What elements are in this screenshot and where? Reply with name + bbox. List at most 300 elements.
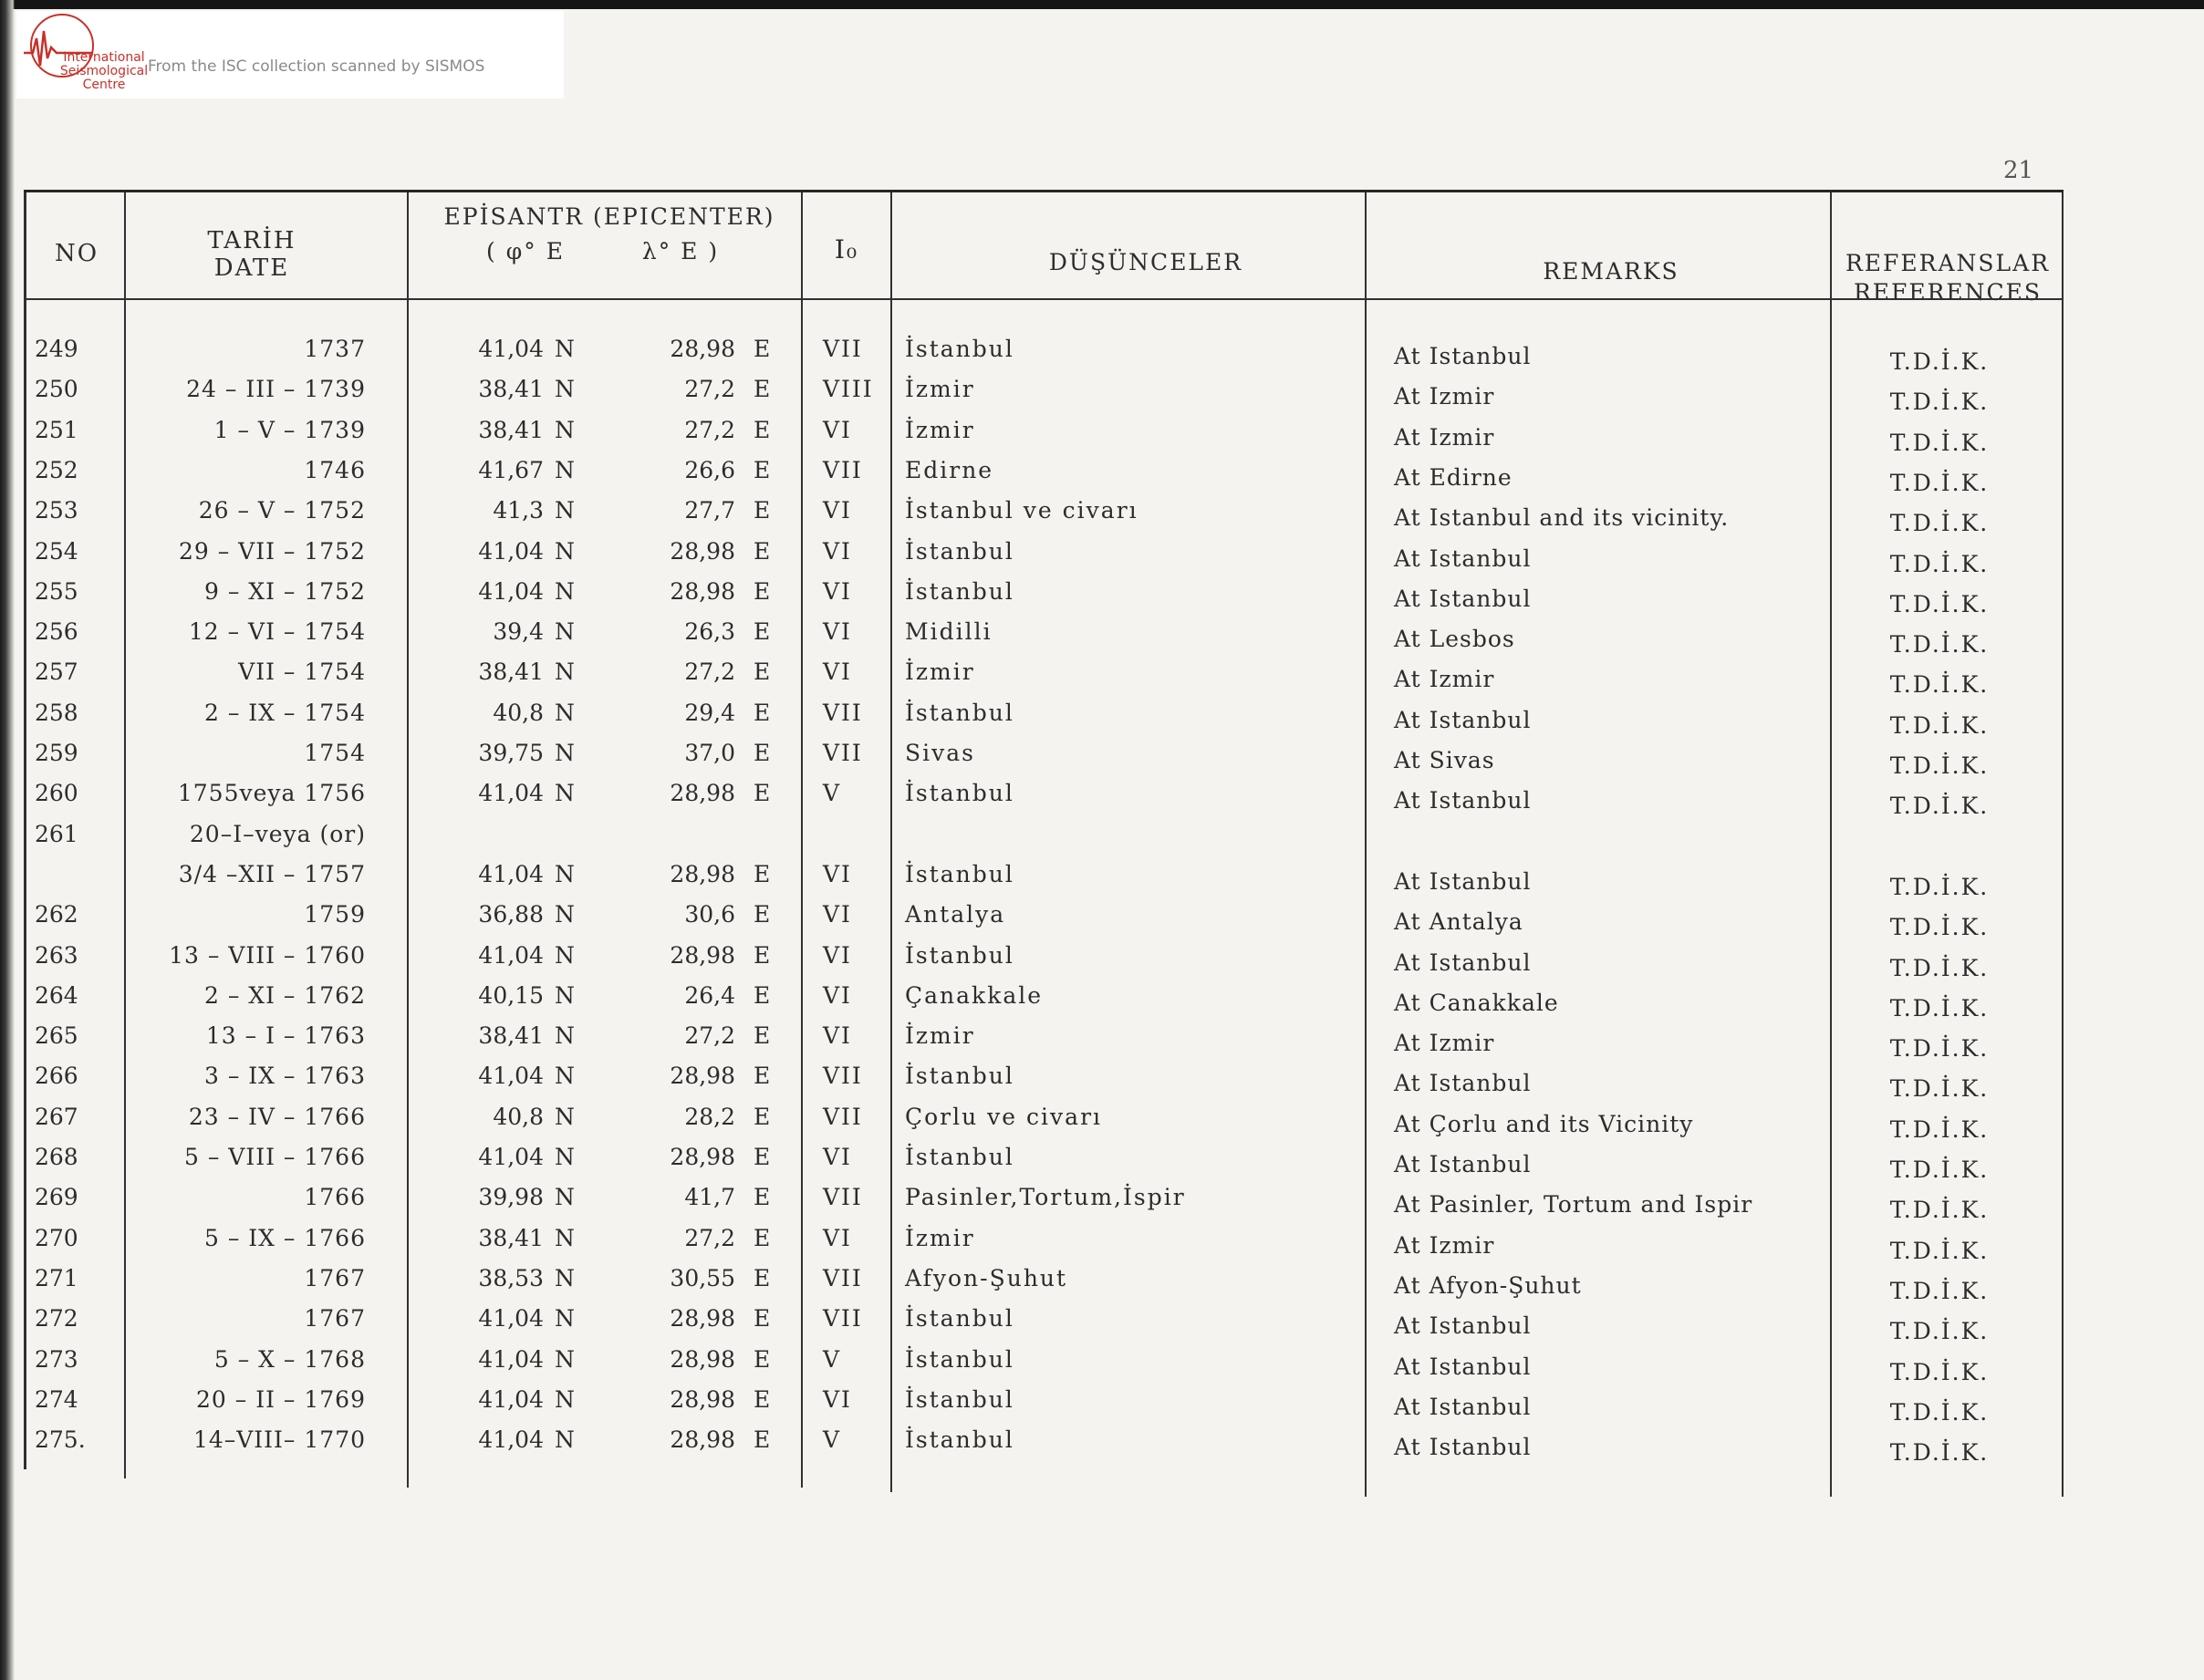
row-longitude: 28,98	[670, 941, 735, 969]
isc-logo-lettering: International Seismological Centre	[59, 50, 149, 92]
row-place: İstanbul ve civarı	[905, 497, 1138, 524]
row-ew: E	[754, 456, 771, 483]
row-reference: T.D.İ.K.	[1889, 752, 1990, 779]
row-reference: T.D.İ.K.	[1889, 1358, 1990, 1385]
table-row	[24, 1299, 2064, 1345]
row-ns: N	[555, 941, 575, 969]
scan-left-edge	[0, 0, 15, 1680]
table-row	[24, 1219, 2064, 1264]
row-remark: At Izmir	[1394, 423, 1495, 451]
table-row	[24, 1259, 2064, 1304]
row-remark: At Istanbul	[1394, 867, 1532, 895]
row-date: 9 – XI – 1752	[204, 577, 366, 605]
row-intensity: VII	[823, 1305, 863, 1333]
row-number: 269	[35, 1184, 78, 1211]
row-ns: N	[555, 537, 575, 565]
table-row	[24, 572, 2064, 617]
header-date-en: DATE	[213, 254, 290, 282]
row-number: 270	[35, 1224, 78, 1251]
scan-caption: From the ISC collection scanned by SISMOS	[148, 57, 485, 76]
row-latitude: 41,04	[478, 941, 544, 969]
row-longitude: 28,98	[670, 336, 735, 362]
row-remark: At Lesbos	[1394, 626, 1515, 653]
row-intensity: VI	[823, 618, 852, 646]
row-place: İstanbul	[905, 860, 1014, 887]
row-ew: E	[754, 497, 771, 524]
row-ew: E	[754, 1264, 771, 1291]
row-ew: E	[754, 901, 771, 928]
row-latitude: 41,04	[478, 1305, 544, 1333]
row-number: 254	[35, 537, 78, 565]
row-reference: T.D.İ.K.	[1889, 348, 1990, 375]
row-date: 5 – X – 1768	[213, 1345, 366, 1373]
row-place: İzmir	[905, 659, 975, 686]
row-place: Afyon-Şuhut	[905, 1264, 1068, 1291]
table-row	[24, 1420, 2064, 1467]
row-remark: At Edirne	[1394, 463, 1513, 491]
row-reference: T.D.İ.K.	[1889, 1156, 1990, 1183]
row-place: Sivas	[905, 740, 975, 766]
row-longitude: 29,4	[684, 699, 735, 726]
row-number: 256	[35, 618, 78, 646]
header-date-tr: TARİH	[207, 227, 296, 254]
row-date: 29 – VII – 1752	[178, 537, 366, 565]
row-remark: At Istanbul	[1394, 544, 1532, 572]
row-reference: T.D.İ.K.	[1889, 1197, 1990, 1224]
row-date: 1767	[304, 1305, 366, 1333]
row-number: 249	[35, 336, 78, 362]
row-latitude: 41,04	[478, 537, 544, 565]
row-ns: N	[555, 659, 575, 686]
row-longitude: 37,0	[684, 740, 735, 766]
row-remark: At Izmir	[1394, 383, 1495, 410]
row-latitude: 41,04	[478, 1144, 544, 1170]
row-intensity: VII	[823, 1063, 863, 1090]
row-intensity: V	[823, 780, 842, 807]
table-row	[24, 369, 2064, 416]
row-place: İstanbul	[905, 537, 1014, 565]
row-latitude: 41,04	[478, 1426, 544, 1454]
row-longitude: 28,98	[670, 1305, 735, 1333]
row-ew: E	[754, 1103, 771, 1130]
row-ew: E	[754, 618, 771, 646]
row-date: 1 – V – 1739	[213, 416, 366, 443]
row-reference: T.D.İ.K.	[1889, 914, 1990, 941]
row-ew: E	[754, 1063, 771, 1090]
row-ns: N	[555, 699, 575, 726]
table-row	[24, 1137, 2064, 1183]
row-place: Pasinler,Tortum,İspir	[905, 1184, 1186, 1211]
row-place: İzmir	[905, 1022, 975, 1050]
row-latitude: 36,88	[478, 901, 544, 928]
row-intensity: V	[823, 1426, 842, 1454]
row-longitude: 27,2	[684, 1022, 735, 1050]
row-reference: T.D.İ.K.	[1889, 1035, 1990, 1063]
row-reference: T.D.İ.K.	[1889, 1075, 1990, 1103]
table-row	[24, 733, 2064, 779]
table-row	[24, 491, 2064, 537]
row-ns: N	[555, 1305, 575, 1333]
row-latitude: 41,04	[478, 336, 544, 362]
row-ew: E	[754, 537, 771, 565]
row-date: 1737	[304, 336, 366, 362]
row-place: İstanbul	[905, 1063, 1014, 1090]
row-place: İstanbul	[905, 1305, 1014, 1333]
row-longitude: 26,6	[684, 456, 735, 483]
row-number: 263	[35, 941, 78, 969]
header-remarks-tr: DÜŞÜNCELER	[1048, 249, 1243, 275]
row-date: 1766	[304, 1184, 366, 1211]
row-ew: E	[754, 981, 771, 1009]
row-longitude: 28,98	[670, 1345, 735, 1373]
row-remark: At Istanbul	[1394, 949, 1532, 976]
row-ns: N	[555, 1426, 575, 1454]
row-ns: N	[555, 780, 575, 807]
header-remarks-en: REMARKS	[1543, 258, 1679, 285]
row-ew: E	[754, 1385, 771, 1413]
row-reference: T.D.İ.K.	[1889, 1277, 1990, 1304]
row-reference: T.D.İ.K.	[1889, 550, 1990, 577]
row-place: İstanbul	[905, 1345, 1014, 1373]
row-ew: E	[754, 1305, 771, 1333]
row-ew: E	[754, 1144, 771, 1170]
row-remark: At Izmir	[1394, 666, 1495, 693]
row-remark: At Pasinler, Tortum and Ispir	[1394, 1191, 1753, 1219]
row-place: İzmir	[905, 376, 975, 403]
row-number: 275.	[35, 1426, 86, 1454]
row-intensity: VI	[823, 416, 852, 443]
row-latitude: 38,41	[478, 659, 544, 686]
row-ns: N	[555, 1103, 575, 1130]
row-latitude: 38,41	[478, 1022, 544, 1050]
row-longitude: 27,2	[684, 659, 735, 686]
row-latitude: 41,04	[478, 780, 544, 807]
row-remark: At Istanbul	[1394, 1151, 1532, 1177]
row-longitude: 30,6	[684, 901, 735, 928]
row-intensity: VII	[823, 336, 863, 362]
row-place: İstanbul	[905, 1144, 1014, 1170]
row-number: 258	[35, 699, 78, 726]
row-ns: N	[555, 1184, 575, 1211]
row-number: 252	[35, 456, 78, 483]
row-longitude: 28,98	[670, 1385, 735, 1413]
row-latitude: 40,15	[478, 981, 544, 1009]
row-ew: E	[754, 1184, 771, 1211]
row-reference: T.D.İ.K.	[1889, 389, 1990, 416]
row-intensity: VI	[823, 1385, 852, 1413]
row-intensity: VII	[823, 1184, 863, 1211]
row-intensity: VI	[823, 537, 852, 565]
row-ns: N	[555, 376, 575, 403]
row-longitude: 27,2	[684, 416, 735, 443]
row-place: İstanbul	[905, 1385, 1014, 1413]
row-latitude: 38,41	[478, 376, 544, 403]
row-longitude: 28,98	[670, 577, 735, 605]
row-remark: At Izmir	[1394, 1030, 1495, 1057]
row-ew: E	[754, 376, 771, 403]
row-date: 2 – IX – 1754	[204, 699, 366, 726]
row-latitude: 39,4	[493, 618, 544, 646]
table-row	[24, 1177, 2064, 1224]
row-date: 14–VIII– 1770	[192, 1426, 366, 1454]
row-latitude: 41,04	[478, 577, 544, 605]
row-remark: At Çorlu and its Vicinity	[1394, 1110, 1694, 1137]
row-place: İstanbul	[905, 699, 1014, 726]
row-ew: E	[754, 699, 771, 726]
row-reference: T.D.İ.K.	[1889, 631, 1990, 659]
scan-top-edge	[0, 0, 2204, 9]
row-remark: At Istanbul	[1394, 1393, 1532, 1420]
table-row	[24, 1380, 2064, 1426]
row-intensity: VI	[823, 577, 852, 605]
row-number: 273	[35, 1345, 78, 1373]
row-place: Antalya	[905, 901, 1006, 928]
row-intensity: VI	[823, 497, 852, 524]
row-longitude: 41,7	[684, 1184, 735, 1211]
row-latitude: 41,04	[478, 1385, 544, 1413]
row-ns: N	[555, 1264, 575, 1291]
row-ns: N	[555, 1144, 575, 1170]
row-longitude: 28,98	[670, 1144, 735, 1170]
row-date: 23 – IV – 1766	[188, 1103, 366, 1130]
header-references	[1834, 249, 2062, 307]
row-longitude: 27,7	[684, 497, 735, 524]
row-reference: T.D.İ.K.	[1889, 590, 1990, 617]
page-number: 21	[2003, 157, 2034, 184]
header-intensity: I₀	[834, 234, 859, 264]
row-intensity: VI	[823, 941, 852, 969]
row-latitude: 39,75	[478, 740, 544, 766]
row-number: 250	[35, 376, 78, 403]
row-remark: At Sivas	[1394, 747, 1495, 773]
row-date: 1746	[304, 456, 366, 483]
row-ns: N	[555, 1345, 575, 1373]
row-date: 1754	[304, 740, 366, 766]
row-reference: T.D.İ.K.	[1889, 1398, 1990, 1426]
row-intensity: V	[823, 1345, 842, 1373]
row-place: İstanbul	[905, 780, 1014, 807]
row-number: 261	[35, 820, 78, 847]
row-ew: E	[754, 577, 771, 605]
row-longitude: 26,3	[684, 618, 735, 646]
row-date: 1767	[304, 1264, 366, 1291]
row-place: Çorlu ve civarı	[905, 1103, 1103, 1130]
table-row	[24, 936, 2064, 981]
row-remark: At Istanbul	[1394, 1434, 1532, 1461]
row-latitude: 41,3	[493, 497, 544, 524]
header-latitude: ( φ° E	[486, 238, 565, 264]
row-number: 268	[35, 1144, 78, 1170]
table-row	[24, 329, 2064, 375]
row-latitude: 40,8	[493, 699, 544, 726]
row-ew: E	[754, 659, 771, 686]
table-row	[24, 652, 2064, 699]
row-ns: N	[555, 740, 575, 766]
table-row	[24, 532, 2064, 577]
row-date: 3 – IX – 1763	[204, 1063, 366, 1090]
row-place: İstanbul	[905, 577, 1014, 605]
row-reference: T.D.İ.K.	[1889, 429, 1990, 456]
row-longitude: 28,98	[670, 1426, 735, 1454]
row-reference: T.D.İ.K.	[1889, 793, 1990, 820]
row-number: 264	[35, 981, 78, 1009]
row-remark: At Canakkale	[1394, 989, 1559, 1016]
row-ns: N	[555, 456, 575, 483]
row-place: İzmir	[905, 1224, 975, 1251]
row-ns: N	[555, 577, 575, 605]
row-remark: At Istanbul	[1394, 1070, 1532, 1097]
row-place: İstanbul	[905, 336, 1014, 362]
table-row	[24, 410, 2064, 456]
row-number: 253	[35, 497, 78, 524]
row-latitude: 41,04	[478, 1345, 544, 1373]
row-latitude: 41,04	[478, 860, 544, 887]
header-epicenter: EPİSANTR (EPICENTER)	[443, 203, 775, 230]
row-ns: N	[555, 1022, 575, 1050]
row-date: 26 – V – 1752	[198, 497, 366, 524]
row-reference: T.D.İ.K.	[1889, 994, 1990, 1021]
header-date	[161, 227, 343, 282]
row-place: Çanakkale	[905, 981, 1044, 1009]
row-date: 13 – I – 1763	[205, 1022, 366, 1050]
row-ew: E	[754, 1224, 771, 1251]
row-place: Edirne	[905, 456, 994, 483]
row-number: 267	[35, 1103, 78, 1130]
row-date: 3/4 –XII – 1757	[178, 860, 366, 887]
row-longitude: 28,98	[670, 860, 735, 887]
row-ew: E	[754, 740, 771, 766]
row-ns: N	[555, 1224, 575, 1251]
row-longitude: 28,98	[670, 780, 735, 807]
row-number: 266	[35, 1063, 78, 1090]
row-number: 260	[35, 780, 78, 807]
row-number: 271	[35, 1264, 78, 1291]
row-intensity: VII	[823, 456, 863, 483]
row-intensity: VIII	[823, 376, 874, 403]
row-intensity: VII	[823, 699, 863, 726]
row-number: 251	[35, 416, 78, 443]
row-date: 20–I–veya (or)	[189, 820, 366, 847]
row-ns: N	[555, 336, 575, 362]
row-intensity: VII	[823, 1264, 863, 1291]
isc-watermark-banner	[16, 11, 564, 99]
row-remark: At Istanbul	[1394, 343, 1532, 369]
row-latitude: 40,8	[493, 1103, 544, 1130]
row-intensity: VI	[823, 659, 852, 686]
row-date: 5 – VIII – 1766	[184, 1144, 366, 1170]
row-ns: N	[555, 981, 575, 1009]
isc-logo-text	[57, 51, 151, 92]
row-date: 1755veya 1756	[177, 780, 366, 807]
row-ns: N	[555, 416, 575, 443]
row-longitude: 28,2	[684, 1103, 735, 1130]
row-reference: T.D.İ.K.	[1889, 873, 1990, 900]
row-number: 259	[35, 740, 78, 766]
table-row	[24, 451, 2064, 496]
row-place: İstanbul	[905, 941, 1014, 969]
row-longitude: 28,98	[670, 1063, 735, 1090]
row-date: 20 – II – 1769	[196, 1385, 366, 1413]
row-longitude: 28,98	[670, 537, 735, 565]
row-place: İzmir	[905, 416, 975, 443]
row-reference: T.D.İ.K.	[1889, 954, 1990, 981]
row-number: 274	[35, 1385, 78, 1413]
row-intensity: VI	[823, 901, 852, 928]
row-date: 12 – VI – 1754	[188, 618, 366, 646]
header-refs-tr: REFERANSLAR	[1845, 250, 2051, 276]
row-ns: N	[555, 618, 575, 646]
row-date: 5 – IX – 1766	[204, 1224, 366, 1251]
row-ns: N	[555, 497, 575, 524]
row-reference: T.D.İ.K.	[1889, 1237, 1990, 1264]
table-row	[24, 814, 2064, 855]
row-remark: At Istanbul	[1394, 1353, 1532, 1380]
row-latitude: 38,41	[478, 416, 544, 443]
row-intensity: VII	[823, 740, 863, 766]
row-latitude: 38,41	[478, 1224, 544, 1251]
row-intensity: VI	[823, 1224, 852, 1251]
row-intensity: VI	[823, 1144, 852, 1170]
row-ew: E	[754, 941, 771, 969]
row-ns: N	[555, 860, 575, 887]
row-number: 265	[35, 1022, 78, 1050]
row-date: 2 – XI – 1762	[204, 981, 366, 1009]
row-date: 1759	[304, 901, 366, 928]
row-longitude: 30,55	[670, 1264, 735, 1291]
header-longitude: λ° E )	[641, 238, 720, 264]
row-number: 272	[35, 1305, 78, 1333]
row-ns: N	[555, 901, 575, 928]
header-rule	[24, 298, 2064, 300]
row-reference: T.D.İ.K.	[1889, 671, 1990, 699]
row-remark: At Istanbul	[1394, 1312, 1532, 1340]
row-reference: T.D.İ.K.	[1889, 1115, 1990, 1143]
table-row	[24, 1097, 2064, 1143]
earthquake-catalog-table	[24, 190, 2064, 1497]
table-row	[24, 693, 2064, 739]
row-place: İstanbul	[905, 1426, 1014, 1454]
row-longitude: 27,2	[684, 376, 735, 403]
row-ew: E	[754, 860, 771, 887]
row-remark: At Afyon-Şuhut	[1394, 1271, 1582, 1299]
row-latitude: 41,04	[478, 1063, 544, 1090]
table-row	[24, 612, 2064, 659]
table-row	[24, 1340, 2064, 1385]
row-intensity: VII	[823, 1103, 863, 1130]
row-latitude: 39,98	[478, 1184, 544, 1211]
table-row	[24, 773, 2064, 820]
row-ns: N	[555, 1063, 575, 1090]
header-no: NO	[54, 240, 99, 267]
table-row	[24, 976, 2064, 1021]
row-ew: E	[754, 336, 771, 362]
row-reference: T.D.İ.K.	[1889, 469, 1990, 496]
row-intensity: VI	[823, 860, 852, 887]
row-ew: E	[754, 1022, 771, 1050]
row-date: 24 – III – 1739	[186, 376, 366, 403]
table-row	[24, 1056, 2064, 1103]
row-ew: E	[754, 780, 771, 807]
row-remark: At Istanbul	[1394, 706, 1532, 733]
row-reference: T.D.İ.K.	[1889, 711, 1990, 739]
row-reference: T.D.İ.K.	[1889, 1318, 1990, 1345]
row-reference: T.D.İ.K.	[1889, 1439, 1990, 1467]
table-row	[24, 895, 2064, 941]
row-remark: At Antalya	[1394, 908, 1523, 936]
row-latitude: 38,53	[478, 1264, 544, 1291]
row-number: 262	[35, 901, 78, 928]
row-ew: E	[754, 1345, 771, 1373]
